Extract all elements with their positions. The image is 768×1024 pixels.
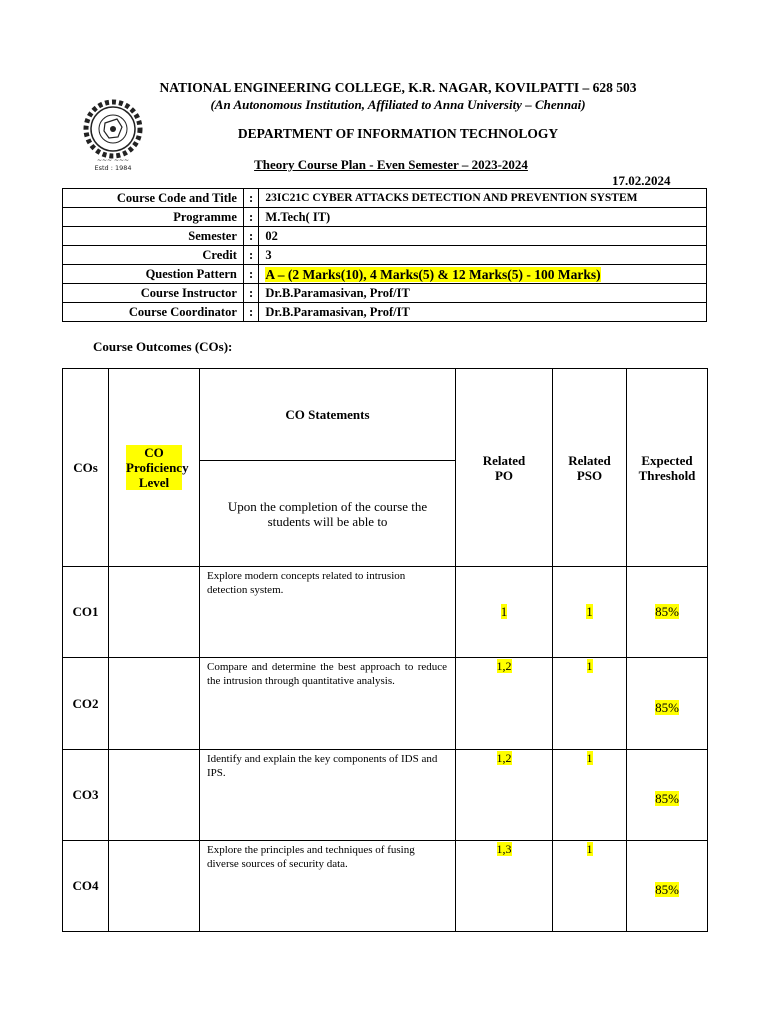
co-id: CO4 bbox=[63, 841, 109, 932]
course-info-row bbox=[63, 227, 707, 246]
co-statement: Identify and explain the key components of IDS and IPS. bbox=[200, 750, 456, 841]
college-name: NATIONAL ENGINEERING COLLEGE, K.R. NAGAR, KOVILPATTI – 628 503 bbox=[159, 80, 637, 95]
course-info-label: Question Pattern bbox=[63, 265, 244, 284]
document-date: 17.02.2024 bbox=[612, 173, 671, 188]
course-info-value-text: M.Tech( IT) bbox=[265, 209, 331, 224]
svg-text:~~~ ~~~: ~~~ ~~~ bbox=[96, 157, 130, 164]
co-row bbox=[63, 841, 708, 932]
co-related-pso bbox=[553, 750, 627, 841]
department-title: DEPARTMENT OF INFORMATION TECHNOLOGY bbox=[237, 126, 559, 141]
co-row bbox=[63, 567, 708, 658]
co-related-po bbox=[456, 841, 553, 932]
co-id: CO1 bbox=[63, 567, 109, 658]
course-info-separator: : bbox=[243, 265, 259, 284]
co-expected-threshold bbox=[627, 567, 708, 658]
co-id: CO2 bbox=[63, 658, 109, 750]
course-info-value-text: 02 bbox=[265, 228, 278, 243]
header-statements-sub-text: Upon the completion of the course the students will be able to bbox=[227, 498, 428, 529]
co-related-po-value: 1 bbox=[500, 604, 508, 619]
course-info-value bbox=[259, 227, 707, 246]
co-statement: Compare and determine the best approach to reduce the intrusion through quantitative analysis. bbox=[200, 658, 456, 750]
course-info-value-text: 23IC21C CYBER ATTACKS DETECTION AND PREVENTION SYSTEM bbox=[265, 191, 638, 204]
course-info-row bbox=[63, 265, 707, 284]
co-expected-threshold bbox=[627, 841, 708, 932]
co-row bbox=[63, 658, 708, 750]
course-info-separator: : bbox=[243, 227, 259, 246]
course-info-value-text: A – (2 Marks(10), 4 Marks(5) & 12 Marks(5) - 100 Marks) bbox=[265, 266, 601, 282]
course-info-label: Programme bbox=[63, 208, 244, 227]
co-related-po bbox=[456, 658, 553, 750]
course-info-label: Semester bbox=[63, 227, 244, 246]
co-related-pso bbox=[553, 841, 627, 932]
header-related-pso bbox=[553, 369, 627, 567]
course-info-row bbox=[63, 284, 707, 303]
co-related-po-value: 1,2 bbox=[496, 659, 512, 673]
header-related-po-label: Related PO bbox=[482, 452, 526, 483]
course-info-label: Course Instructor bbox=[63, 284, 244, 303]
header-related-po bbox=[456, 369, 553, 567]
header-statements-sub bbox=[200, 461, 456, 567]
course-info-value bbox=[259, 265, 707, 284]
co-related-pso-value: 1 bbox=[586, 751, 593, 765]
co-related-pso-value: 1 bbox=[586, 842, 593, 856]
course-outcomes-table bbox=[62, 368, 708, 932]
course-info-value-text: 3 bbox=[265, 247, 272, 262]
co-related-pso-value: 1 bbox=[586, 604, 593, 619]
course-info-value bbox=[259, 246, 707, 265]
logo-estd-text: Estd : 1984 bbox=[94, 164, 132, 172]
co-related-pso bbox=[553, 658, 627, 750]
course-info-table bbox=[62, 188, 707, 322]
header-proficiency bbox=[109, 369, 200, 567]
co-proficiency-level bbox=[109, 658, 200, 750]
co-expected-threshold-value: 85% bbox=[655, 699, 679, 715]
co-related-po bbox=[456, 750, 553, 841]
course-info-value bbox=[259, 284, 707, 303]
course-info-value bbox=[259, 303, 707, 322]
co-statement: Explore modern concepts related to intrusion detection system. bbox=[200, 567, 456, 658]
co-expected-threshold bbox=[627, 750, 708, 841]
co-expected-threshold-value: 85% bbox=[655, 882, 679, 897]
college-subtitle: (An Autonomous Institution, Affiliated to Anna University – Chennai) bbox=[210, 97, 586, 112]
course-info-value-text: Dr.B.Paramasivan, Prof/IT bbox=[265, 285, 410, 300]
co-related-pso bbox=[553, 567, 627, 658]
course-info-label: Credit bbox=[63, 246, 244, 265]
co-related-pso-value: 1 bbox=[586, 659, 593, 673]
course-info-label: Course Code and Title bbox=[63, 189, 244, 208]
course-info-separator: : bbox=[243, 189, 259, 208]
co-statement: Explore the principles and techniques of fusing diverse sources of security data. bbox=[200, 841, 456, 932]
course-info-label: Course Coordinator bbox=[63, 303, 244, 322]
header-related-pso-label: Related PSO bbox=[568, 452, 611, 483]
course-info-value bbox=[259, 189, 707, 208]
course-info-separator: : bbox=[243, 284, 259, 303]
header-proficiency-label: CO Proficiency Level bbox=[126, 445, 189, 490]
co-related-po bbox=[456, 567, 553, 658]
co-proficiency-level bbox=[109, 567, 200, 658]
course-info-separator: : bbox=[243, 246, 259, 265]
co-expected-threshold bbox=[627, 658, 708, 750]
course-info-row bbox=[63, 246, 707, 265]
co-id: CO3 bbox=[63, 750, 109, 841]
course-info-value-text: Dr.B.Paramasivan, Prof/IT bbox=[265, 304, 410, 319]
course-info-row bbox=[63, 303, 707, 322]
course-info-row bbox=[63, 189, 707, 208]
course-outcomes-heading: Course Outcomes (COs): bbox=[93, 339, 233, 354]
course-plan-title: Theory Course Plan - Even Semester – 2023-2024 bbox=[254, 157, 528, 172]
header-cos: COs bbox=[63, 369, 109, 567]
header-expected-threshold-label: Expected Threshold bbox=[638, 452, 696, 483]
course-info-separator: : bbox=[243, 208, 259, 227]
co-row bbox=[63, 750, 708, 841]
course-info-value bbox=[259, 208, 707, 227]
co-related-po-value: 1,2 bbox=[496, 751, 512, 765]
co-proficiency-level bbox=[109, 750, 200, 841]
co-expected-threshold-value: 85% bbox=[655, 604, 679, 619]
course-info-separator: : bbox=[243, 303, 259, 322]
header-expected-threshold bbox=[627, 369, 708, 567]
co-related-po-value: 1,3 bbox=[496, 842, 512, 856]
course-info-row bbox=[63, 208, 707, 227]
header-statements: CO Statements bbox=[200, 369, 456, 461]
co-proficiency-level bbox=[109, 841, 200, 932]
co-expected-threshold-value: 85% bbox=[655, 791, 679, 806]
